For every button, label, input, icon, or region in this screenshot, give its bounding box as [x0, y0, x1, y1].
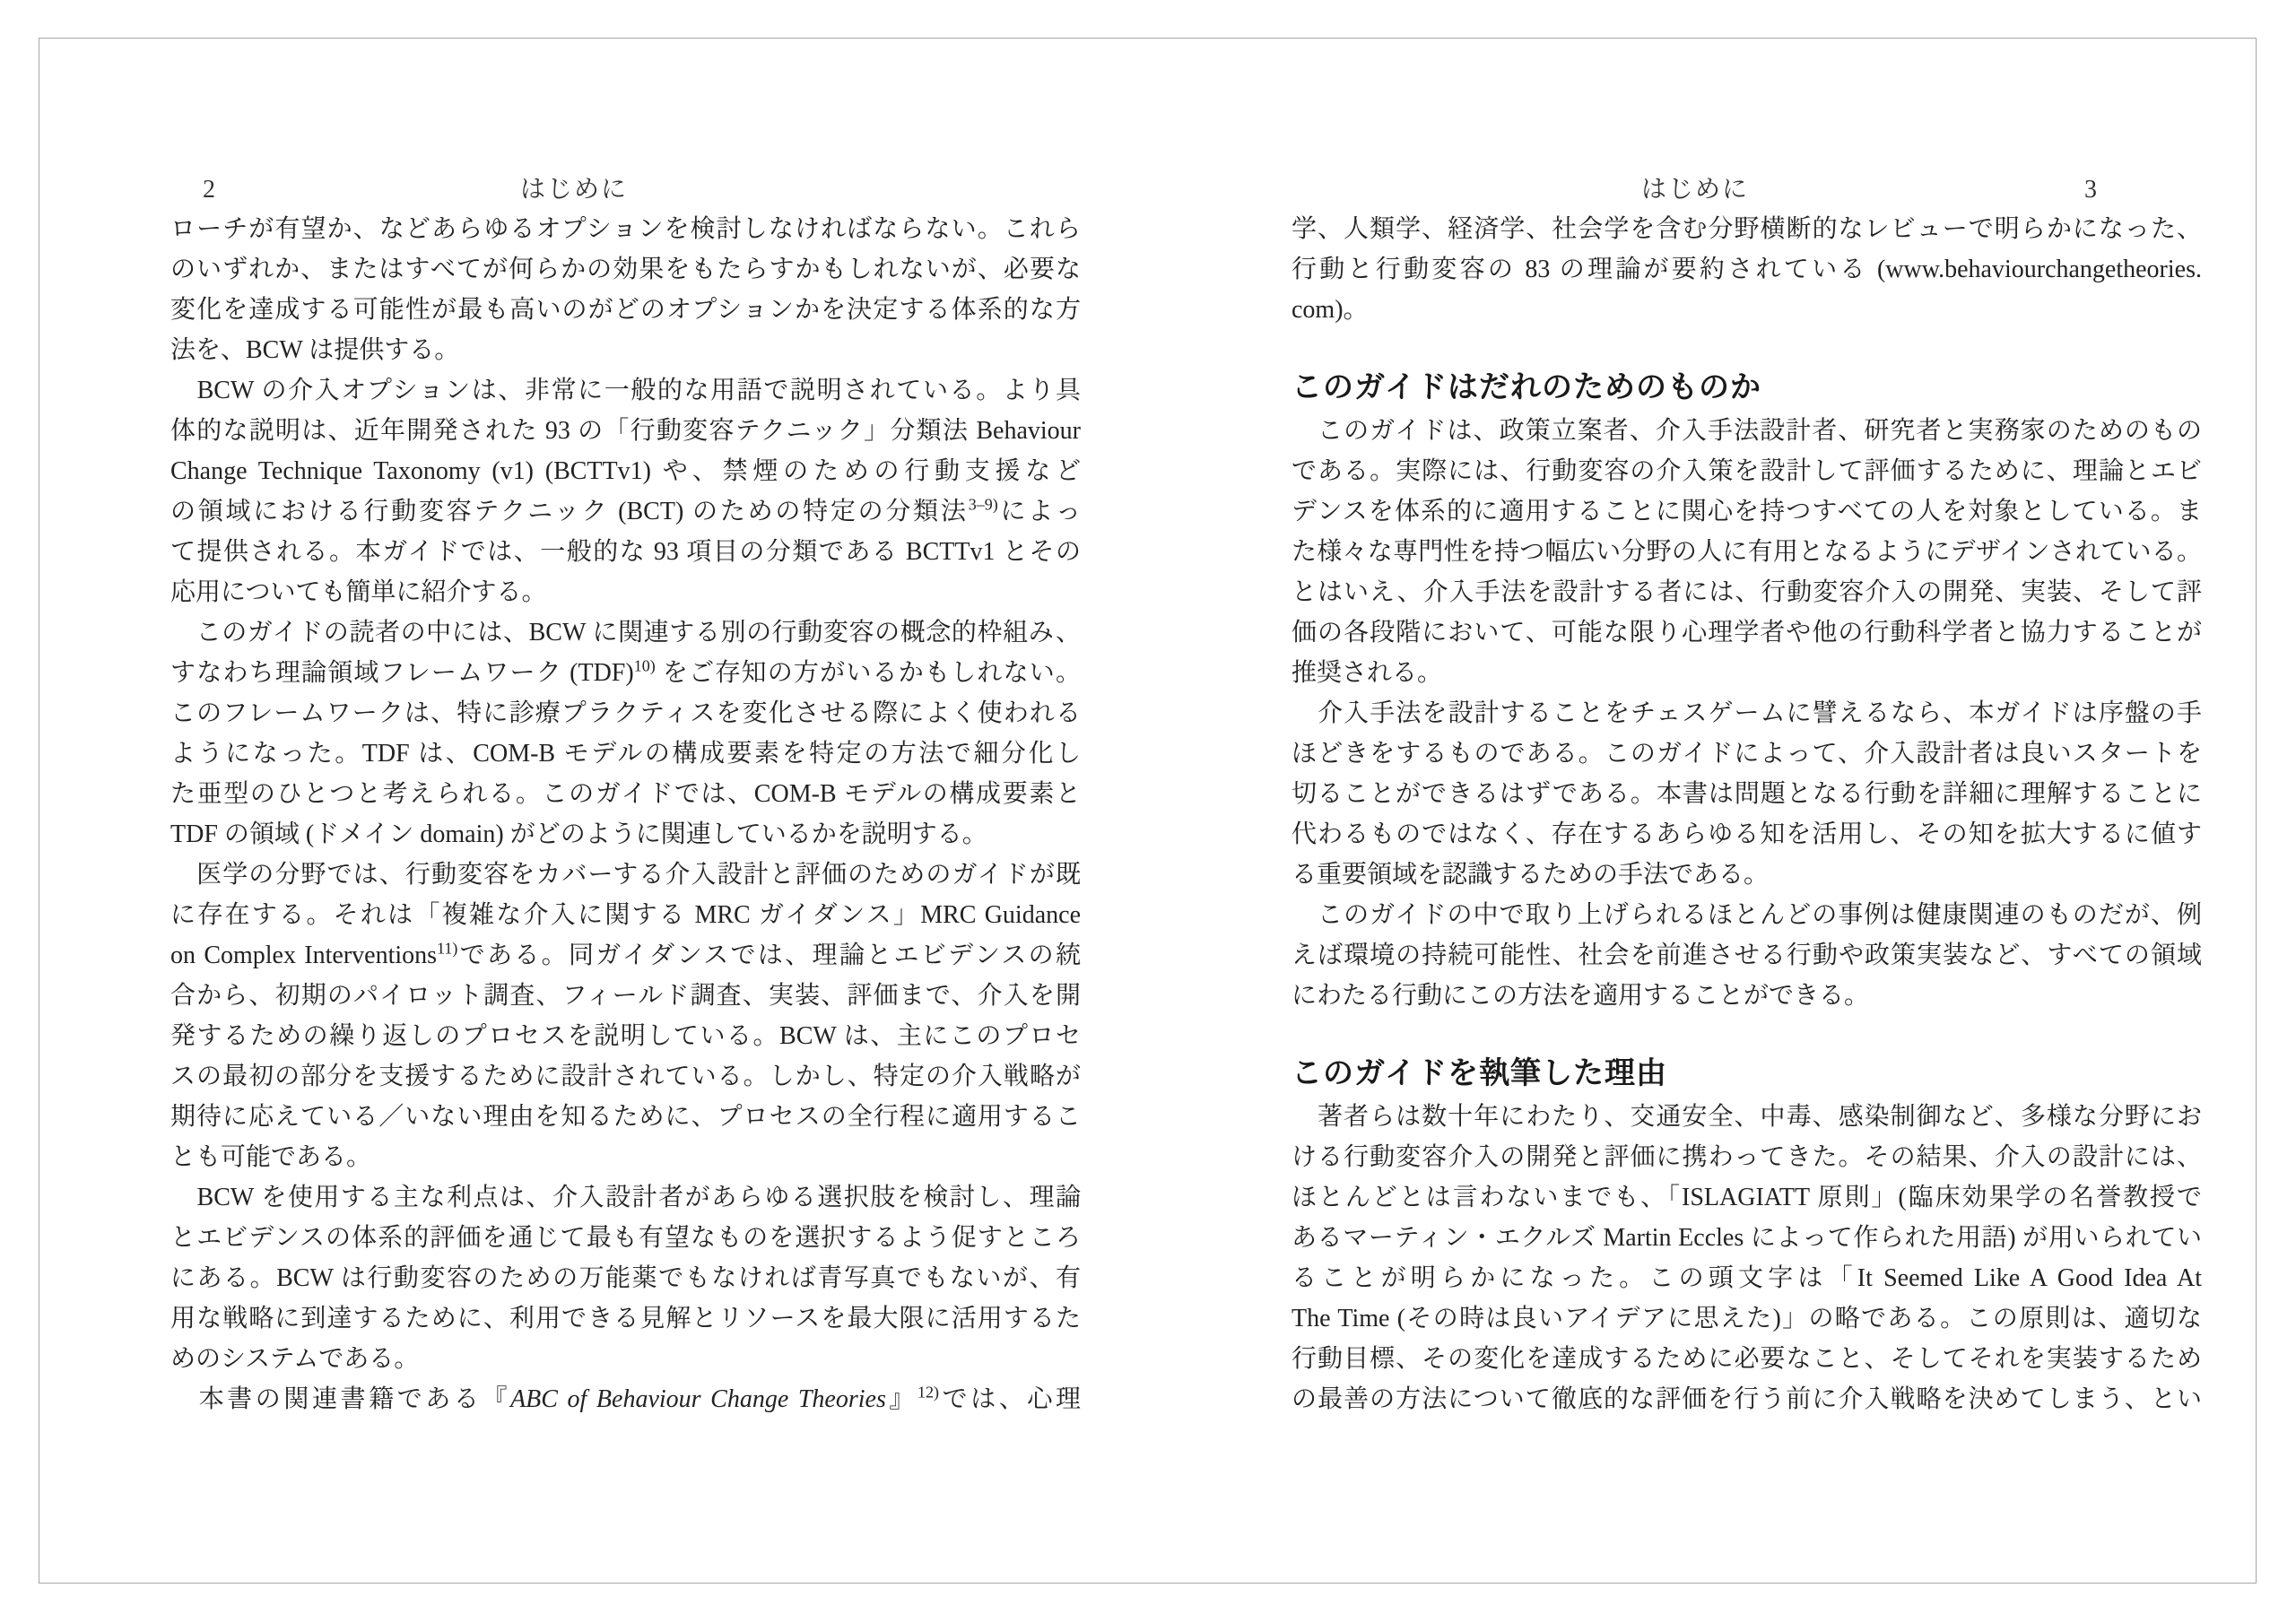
text-line: た亜型のひとつと考えられる。このガイドでは、COM-B モデルの構成要素と — [170, 780, 1081, 808]
text-line: にある。BCW は行動変容のための万能薬でもなければ青写真でもないが、有 — [170, 1264, 1081, 1292]
text-line: である。実際には、行動変容の介入策を設計して評価するために、理論とエビ — [1292, 457, 2202, 485]
text-line: ることが明らかになった。この頭文字は「It Seemed Like A Good Idea At — [1292, 1264, 2202, 1292]
text-line: 切ることができるはずである。本書は問題となる行動を詳細に理解することに — [1292, 780, 2202, 808]
text-line: とも可能である。 — [170, 1143, 372, 1171]
text-line: ほとんどとは言わないまでも、「ISLAGIATT 原則」(臨床効果学の名誉教授で — [1292, 1184, 2202, 1211]
text-line: The Time (その時は良いアイデアに思えた)」の略である。この原則は、適切な — [1292, 1305, 2202, 1332]
text-line: このフレームワークは、特に診療プラクティスを変化させる際によく使われる — [170, 699, 1081, 727]
italic-book-title: ABC of Behaviour Change Theories — [510, 1385, 886, 1413]
page-header-right — [1292, 175, 2202, 209]
text-line: えば環境の持続可能性、社会を前進させる行動や政策実装など、すべての領域 — [1292, 942, 2202, 969]
running-head: はじめに — [519, 176, 628, 204]
text-line: 代わるものではなく、存在するあらゆる知を活用し、その知を拡大するに値す — [1292, 820, 2202, 848]
text-line: 学、人類学、経済学、社会学を含む分野横断的なレビューで明らかになった、 — [1292, 215, 2202, 243]
text-line: 行動目標、その変化を達成するために必要なこと、そしてそれを実装するため — [1292, 1345, 2202, 1373]
text-line: 用な戦略に到達するために、利用できる見解とリソースを最大限に活用するた — [170, 1305, 1081, 1332]
text-line: TDF の領域 (ドメイン domain) がどのように関連しているかを説明する。 — [170, 820, 987, 848]
text-line: スの最初の部分を支援するために設計されている。しかし、特定の介入戦略が — [170, 1063, 1081, 1090]
text-line: 本書の関連書籍である『ABC of Behaviour Change Theories』$^{12)}$では、心理 — [170, 1383, 1081, 1413]
text-line: あるマーティン・エクルズ Martin Eccles によって作られた用語) が用いられてい — [1292, 1224, 2202, 1252]
page-number: 3 — [2084, 176, 2097, 204]
text-line: このガイドは、政策立案者、介入手法設計者、研究者と実務家のためのもの — [1292, 417, 2202, 445]
text-line: ける行動変容介入の開発と評価に携わってきた。その結果、介入の設計には、 — [1292, 1143, 2202, 1171]
running-head: はじめに — [1640, 176, 1749, 204]
text-line: 合から、初期のパイロット調査、フィールド調査、実装、評価まで、介入を開 — [170, 982, 1081, 1010]
text-line: 期待に応えている／いない理由を知るために、プロセスの全行程に適用するこ — [170, 1103, 1081, 1131]
text-line: このガイドの中で取り上げられるほとんどの事例は健康関連のものだが、例 — [1292, 901, 2202, 929]
text-line: Change Technique Taxonomy (v1) (BCTTv1) や、禁煙のための行動支援など — [170, 457, 1081, 485]
text-line: て提供される。本ガイドでは、一般的な 93 項目の分類である BCTTv1 とその — [170, 538, 1081, 566]
text-line: on Complex Interventions$^{11)}$である。同ガイダンスでは、理論とエビデンスの統 — [170, 939, 1081, 969]
section-heading: このガイドはだれのためのものか — [1292, 370, 1761, 404]
text-line: の最善の方法について徹底的な評価を行う前に介入戦略を決めてしまう、とい — [1292, 1385, 2202, 1413]
text-line: 変化を達成する可能性が最も高いのがどのオプションかを決定する体系的な方 — [170, 296, 1081, 324]
text-line: の領域における行動変容テクニック (BCT) のための特定の分類法$^{3-9)}$によっ — [170, 495, 1081, 525]
text-line: 著者らは数十年にわたり、交通安全、中毒、感染制御など、多様な分野にお — [1292, 1103, 2202, 1131]
page-body — [1292, 209, 2202, 1419]
footnote-ref: 10) — [633, 656, 656, 675]
text-line: ローチが有望か、などあらゆるオプションを検討しなければならない。これら — [170, 215, 1081, 243]
text-line: る重要領域を認識するための手法である。 — [1292, 861, 1770, 889]
text-line: BCW を使用する主な利点は、介入設計者があらゆる選択肢を検討し、理論 — [170, 1184, 1081, 1211]
text-line: 法を、BCW は提供する。 — [170, 336, 460, 364]
text-line: に存在する。それは「複雑な介入に関する MRC ガイダンス」MRC Guidance — [170, 901, 1081, 929]
text-line: 行動と行動変容の 83 の理論が要約されている (www.behaviourchangetheories. — [1292, 256, 2202, 283]
text-line: 医学の分野では、行動変容をカバーする介入設計と評価のためのガイドが既 — [170, 861, 1081, 889]
text-line: めのシステムである。 — [170, 1345, 420, 1373]
footnote-ref: 3–9) — [968, 495, 998, 514]
section-heading: このガイドを執筆した理由 — [1292, 1056, 1667, 1090]
page-left — [170, 175, 1081, 1419]
text-line: BCW の介入オプションは、非常に一般的な用語で説明されている。より具 — [170, 377, 1081, 404]
footnote-ref: 11) — [437, 939, 458, 958]
page-number: 2 — [203, 176, 215, 204]
text-line: 介入手法を設計することをチェスゲームに譬えるなら、本ガイドは序盤の手 — [1292, 699, 2202, 727]
text-line: のいずれか、またはすべてが何らかの効果をもたらすかもしれないが、必要な — [170, 256, 1081, 283]
text-line: 応用についても簡単に紹介する。 — [170, 578, 547, 606]
text-line: とエビデンスの体系的評価を通じて最も有望なものを選択するよう促すところ — [170, 1224, 1081, 1252]
text-line: 価の各段階において、可能な限り心理学者や他の行動科学者と協力することが — [1292, 619, 2202, 647]
text-line: com)。 — [1292, 296, 1369, 324]
text-line: このガイドの読者の中には、BCW に関連する別の行動変容の概念的枠組み、 — [170, 619, 1081, 647]
footnote-ref: 12) — [918, 1383, 940, 1402]
page-right — [1292, 175, 2202, 1419]
text-line: ほどきをするものである。このガイドによって、介入設計者は良いスタートを — [1292, 740, 2202, 768]
text-line: 体的な説明は、近年開発された 93 の「行動変容テクニック」分類法 Behaviour — [170, 417, 1081, 445]
text-line: にわたる行動にこの方法を適用することができる。 — [1292, 982, 1870, 1010]
book-spread — [39, 38, 2257, 1584]
text-line: デンスを体系的に適用することに関心を持つすべての人を対象としている。ま — [1292, 498, 2202, 525]
page-header-left — [170, 175, 1081, 209]
text-line: た様々な専門性を持つ幅広い分野の人に有用となるようにデザインされている。 — [1292, 538, 2202, 566]
text-line: 推奨される。 — [1292, 659, 1443, 687]
text-line: 発するための繰り返しのプロセスを説明している。BCW は、主にこのプロセ — [170, 1022, 1081, 1050]
text-line: すなわち理論領域フレームワーク (TDF)$^{10)}$ をご存知の方がいるかもしれない。 — [170, 656, 1081, 687]
page-body — [170, 209, 1081, 1419]
text-line: とはいえ、介入手法を設計する者には、行動変容介入の開発、実装、そして評 — [1292, 578, 2202, 606]
text-line: ようになった。TDF は、COM-B モデルの構成要素を特定の方法で細分化し — [170, 740, 1081, 768]
